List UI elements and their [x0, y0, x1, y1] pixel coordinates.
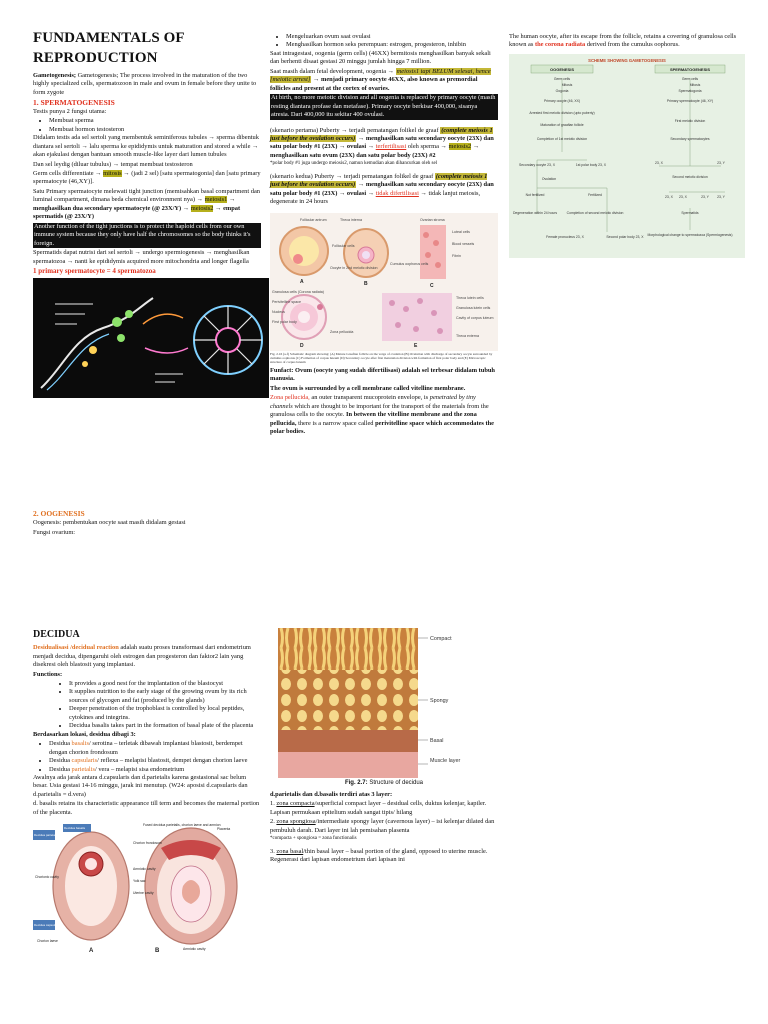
uterus-label: Fused decidua parietalis, chorion laeve and amnion [143, 823, 221, 828]
scheme-right-step: Spermatids [681, 210, 699, 215]
scheme-left-step: Not fertilized [525, 192, 545, 197]
spermatids-paragraph: Spermatids dapat nutrisi dari sel sertoli → undergo spermiogenesis → menghasilkan spermatozoa → nanti ke epididymis acquired more mitochondria and longer flagella [33, 249, 250, 265]
fertilized-link-text: terfertilisasi [375, 143, 407, 151]
lokasi-line: Berdasarkan lokasi, desidua dibagi 3: [33, 730, 136, 738]
uterus-label: Yolk sac [133, 879, 146, 884]
scheme-right-step: Spermatogonia [678, 88, 702, 93]
scheme-left-step: Maturation of graafian follicle [540, 122, 584, 127]
fig-label: Blood vessels [452, 241, 475, 246]
column-left [33, 29, 261, 538]
gestational-sac-paragraph: Awalnya ada jarak antara d.capsularis dan d.parietalis karena gestasional sac belum besar. Usia gestasi 14-16 minggu, jarak ini menutup. (W24: aposisi d.capsularis dan d.parietalis = d.vera) [33, 773, 248, 798]
uterus-label: Chorion frondosum [133, 841, 162, 846]
decidua-layer-label: Basal [430, 738, 444, 744]
mitosis-highlight: mitosis [103, 170, 122, 178]
list-item: • Desidua basalis/ serotina – terletak dibawah implantasi blastosit, berdempet dengan chorion frondosum [49, 740, 261, 757]
leydig-paragraph: Dan sel leydig (diluar tubulus) → tempat membuat testosteron [33, 160, 193, 168]
fig-label: Zona pellucida [330, 329, 354, 334]
scheme-oogenesis-head: OOGENESIS [549, 66, 575, 72]
scheme-left-step: Completion of 1st meiotic division [536, 136, 588, 141]
corona-radiata-paragraph: The human oocyte, after its escape from the follicle, retains a covering of granulosa cells known as the corona radiata derived from the cumulus oophorus. [509, 33, 737, 49]
list-item: • Membuat sperma [49, 117, 261, 125]
fig-label: Perivitelline space [272, 299, 301, 304]
scheme-right-step: 23, X [679, 194, 687, 199]
scheme-left-step: Secondary oocyte 23, X [518, 162, 556, 167]
layers-heading: d.parietalis dan d.basalis terdiri atas 3 layer: [270, 790, 393, 798]
fig-label: Granulosa cells (Corona radiata) [272, 289, 324, 294]
fig-label: Ovarian stroma [420, 217, 445, 222]
testis-function-list [33, 117, 261, 134]
uterus-label: Decidua capsularis [34, 923, 60, 928]
fig-label: Nucleus [272, 309, 285, 314]
ratio-line: 1 primary spermatocyte = 4 spermatozoa [33, 267, 156, 275]
primary-spermatocyte-paragraph: Satu Primary spermatocyte melewati tight junction (memisahkan basal compartment dan luminal compartment, dimana beda chemical environment nya) → meiosis1 → menghasilkan dua secondary spermatocyte (@ 23X/Y) → meiosis2 → empat spermatids (@ 23X/Y) [33, 187, 260, 221]
meiosis2-highlight: meiosis2 [190, 204, 214, 212]
uterus-label: Decidua parietalis [34, 833, 58, 838]
fig-letter: A [89, 948, 94, 955]
column-right [509, 33, 745, 258]
layer-basal: 3. zona basal/thin basal layer – basal portion of the gland, opposed to uterine muscle. Regenerasi dari lapisan endometrium dari lapisan ini [270, 847, 488, 864]
scheme-right-step: First meiotic division [674, 118, 706, 123]
ovary-function-list [270, 33, 498, 50]
spermatogenesis-heading: 1. SPERMATOGENESIS [33, 97, 115, 107]
fig-label: Cumulus oophorus cells [390, 261, 429, 266]
basalis-retains-paragraph: d. basalis retains its characteristic appearance till term and becomes the maternal portion of the placenta. [33, 800, 260, 816]
scheme-right-step: Primary spermatocyte (46, XY) [666, 98, 714, 103]
fig-label: Cavity of corpus luteum [456, 315, 494, 320]
follicle-ovulation-figure [270, 213, 498, 364]
tight-junction-note: Another function of the tight junctions is to protect the haploid cells from our own immune system because they only have half the chromosomes so the body thinks it's foreign. [33, 223, 261, 248]
scheme-right-step: Germ cells [681, 76, 699, 81]
scheme-right-step: 23, X [665, 194, 673, 199]
sertoli-paragraph: Didalam testis ada sel sertoli yang membentuk seminiferous tubules → sperma dibentuk diantara sel sertoli → lalu sperma ke epididymis untuk maturation and stored a while → akan ejakulasi dengan bantuan smooth muscle-like layer dari lumen tubules [33, 134, 259, 159]
decidua-left-column [33, 628, 261, 956]
fig-label: Granulosa lutein cells [456, 305, 491, 310]
spermatogenesis-chalkboard-image [33, 278, 261, 398]
intragestasi-paragraph: Saat intragestasi, oogenia (germ cells) (46XX) bermitosis menghasilkan banyak sekali dan berhenti disaat gestasi 20 minggu jumlah hingga 7 million. [270, 49, 491, 66]
fig-letter: A [300, 278, 304, 285]
meiotic-arrest-highlight: meiosis1 tapi BELUM selesai, hence [meiotic arrest] [270, 67, 491, 84]
list-item: • Decidua basalis takes part in the formation of basal plate of the placenta [69, 722, 261, 730]
fig-letter: C [430, 282, 434, 289]
fig-label: Theca externa [456, 333, 479, 338]
fig-label: Theca interna [340, 217, 362, 222]
decidua-location-list [33, 740, 261, 774]
desidualisasi-paragraph: Desidualisasi /decidual reaction adalah suatu proses transformasi dari endometrium menjadi decidua, dipengaruhi oleh estrogen dan progesteron dan faktor2 lain yang disekresi oleh blastosit yang implantasi. [33, 644, 251, 669]
decidua-figure-caption: Fig. 2.7: Structure of decidua [344, 780, 424, 786]
testis-function-line: Testis punya 2 fungsi utama: [33, 107, 107, 115]
fetal-development-paragraph: Saat masih dalam fetal development, oogenia → meiosis1 tapi BELUM selesai, hence [meiotic arrest] → menjadi primary oocyte 46XX, also known as premordial follicles and present at the cortex of ovaries. [270, 67, 491, 92]
vitelline-line: The ovum is surrounded by a cell membrane called vitelline membrane. [270, 384, 466, 392]
germ-cells-paragraph: Germ cells differentiate → mitosis → (jadi 2 sel) [satu spermatogonia] dan [satu primary spermatocyte (46,XY)]. [33, 170, 261, 186]
layer-compacta: 1. zona compacta/superficial compact layer – desidual cells, duktus kelenjar, kapiler. Lapisan permukaan epitelium sudah sangat tipis/ hilang [270, 800, 487, 816]
list-item: • Mengeluarkan ovum saat ovulasi [286, 33, 498, 41]
meiosis1-highlight: meiosis1 [204, 196, 228, 204]
fig-label: Follicular antrum [300, 217, 327, 222]
scheme-left-step: Degeneration within 24 hours [512, 210, 558, 215]
column-middle [270, 33, 498, 438]
decidua-title: DECIDUA [33, 629, 80, 640]
fig-letter: B [364, 280, 368, 287]
list-item: • Desidua parietalis/ vera – melapisi sisa endometrium [49, 766, 261, 774]
scheme-left-step: 1st polar body 23, X [575, 162, 607, 167]
scheme-left-step: Fertilized [588, 192, 602, 197]
fig-label: Oocyte in 2nd meiotic division [330, 265, 378, 270]
scenario-1-paragraph: (skenario pertama) Puberty → terjadi pematangan folikel de graaf (complete meiosis 1 just before the ovulation occurs) → menghasilkan satu secondary oocyte (23X) dan satu polar body #1 (23X) → ovulasi → terfertilisasi oleh sperma → meiosis2 → menghasilkan satu ovum (23X) dan satu polar body (23X) #2 [270, 126, 494, 159]
list-item: • Menghasilkan hormon seks perempuan: estrogen, progesteron, inhibin [286, 41, 498, 49]
uterus-label: Chorion laeve [37, 939, 58, 944]
scheme-right-step: Second meiotic division [672, 174, 708, 179]
gametogenesis-scheme-figure [509, 54, 745, 258]
scheme-right-step: Morphological change to spermatozoa (Spermiogenesis) [647, 232, 733, 237]
fig-label: First polar body [272, 319, 297, 324]
uterus-label: Decidua basalis [64, 826, 86, 831]
fig-label: Theca lutein cells [456, 295, 484, 300]
complete-meiosis-highlight: (complete meiosis 1 just before the ovulation occurs) [270, 172, 488, 189]
fig-letter: D [300, 342, 304, 349]
decidua-layer-label: Compact [430, 636, 452, 642]
decidua-right-column [270, 628, 498, 866]
list-item: • Deeper penetration of the trophoblast is controlled by local peptides, cytokines and integrins. [69, 705, 261, 722]
not-fertilized-text: tidak difertilisasi [375, 189, 419, 197]
uterus-label: Amniotic cavity [183, 947, 206, 952]
meiosis2-highlight: meiosis2 [448, 143, 472, 151]
scheme-right-step: Mitosis [689, 82, 701, 87]
zona-pellucida-paragraph: Zona pellucida, an outer transparent mucoprotein envelope, is penetrated by tiny channels which are thought to be important for the transport of the materials from the granulosa cells to the oocyte. In between the vitelline membrane and the zona pellucida, there is a narrow space called perivitelline space which accommodates the polar bodies. [270, 394, 495, 436]
scheme-left-step: Mitosis [561, 82, 573, 87]
layer-spongiosa: 2. zona spongiosa/intermediate spongy layer (cavernous layer) – isi kelenjar dilated dan pembuluh darah. Dari layer ini lah pemisahan plasenta [270, 818, 495, 834]
scheme-right-step: 23, Y [717, 160, 725, 165]
fig-label: Luteal cells [452, 229, 470, 234]
scheme-left-step: Completion of second meiotic division [566, 210, 624, 215]
scheme-right-step: 23, X [655, 160, 663, 165]
scheme-left-step: Ovulation [541, 176, 557, 181]
at-birth-block: At birth, no more meiotic division and all oogenia is replaced by primary oocyte (masih resting diantara profase dan metafase). Primary oocyte berkisar 400,000, sisanya atresia. Dari 400,000 itu sekitar 400 ovulasi. [270, 94, 498, 119]
functionalis-note: *compacta + spongiosa = zona functionalis [270, 836, 357, 842]
funfact-line: Funfact: Ovum (oocyte yang sudah difertilisasi) adalah sel terbesar didalam tubuh manusia. [270, 366, 495, 383]
scheme-left-step: Arrested first meiotic division (upto puberty) [529, 110, 595, 115]
decidua-layer-label: Spongy [430, 698, 449, 704]
ovary-function-line: Fungsi ovarium: [33, 528, 76, 536]
decidua-structure-figure [278, 628, 498, 778]
fig-label: Follicular cells [332, 243, 355, 248]
uterus-label: Amniotic cavity [133, 867, 156, 872]
scheme-right-step: 23, Y [717, 194, 725, 199]
scheme-title: SCHEME SHOWING GAMETOGENESIS [588, 57, 666, 63]
scheme-right-step: Secondary spermatocytes [670, 136, 710, 141]
scheme-left-step: Primary oocyte (46, XX) [544, 98, 580, 103]
polar-body-note: *polar body #1 juga undergo meiosis2, namun kemudian akan dihancurkan oleh sel [270, 161, 438, 167]
complete-meiosis-highlight: (complete meiosis 1 just before the ovulation occurs) [270, 126, 493, 142]
doc-title: FUNDAMENTALS OF REPRODUCTION [33, 30, 185, 66]
intro-paragraph: Gametogenesis; Gametogenesis; The process involved in the maturation of the two highly specialized cells, spermatozoon in male and ovum in female before they unite to form zygote [33, 71, 257, 96]
decidua-uterus-figure [33, 820, 261, 956]
fig-letter: E [414, 342, 418, 349]
follicle-figure-caption: Fig. 2.16 (a-f) Schematic diagram showing: (A) Mature Graafian follicle on the verge of ovulation (B) Ovulation with discharge of secondary oocyte surrounded by cumulus oophorus (C) Formation of corpus luteum (D) Secondary oocyte after first maturation division with formation of first polar body and (E) Microscopic structure of corpus luteum [270, 351, 493, 364]
uterus-label: Placenta [217, 827, 231, 832]
uterus-label: Chorionic cavity [35, 875, 59, 880]
functions-label: Functions: [33, 670, 63, 678]
list-item: • Membuat hormon testosteron [49, 126, 261, 134]
scheme-left-step: Germ cells [553, 76, 571, 81]
decidua-layer-label: Muscle layer [430, 758, 461, 764]
uterus-label: Uterine cavity [133, 891, 154, 896]
list-item: • Desidua capsularis/ reflexa – melapisi blastosit, dempet dengan chorion laeve [49, 757, 261, 765]
oogenesis-heading: 2. OOGENESIS [33, 509, 85, 519]
scheme-left-step: Oogonia [555, 88, 569, 93]
scenario-2-paragraph: (skenario kedua) Puberty → terjadi pematangan folikel de graaf (complete meiosis 1 just before the ovulation occurs) → menghasilkan satu secondary oocyte (23X) dan satu polar body #1 (23X) → ovulasi → tidak difertilisasi → tidak lanjut meiosis, degenerate in 24 hours [270, 172, 494, 206]
oogenesis-definition: Oogenesis: pembentukan oocyte saat masih didalam gestasi [33, 519, 186, 527]
list-item: • It provides a good nest for the implantation of the blastocyst [69, 680, 261, 688]
scheme-right-step: 23, Y [701, 194, 709, 199]
scheme-spermatogenesis-head: SPERMATOGENESIS [669, 66, 711, 72]
scheme-left-step: Second polar body 23, X [606, 234, 644, 239]
decidua-functions-list [33, 680, 261, 731]
fig-letter: B [155, 948, 160, 955]
scheme-left-step: Female pronucleus 23, X [546, 234, 584, 239]
list-item: • It supplies nutrition to the early stage of the growing ovum by its rich sources of glycogen and fat (produced by the glands) [69, 688, 261, 705]
fig-label: Fibrin [452, 253, 461, 258]
